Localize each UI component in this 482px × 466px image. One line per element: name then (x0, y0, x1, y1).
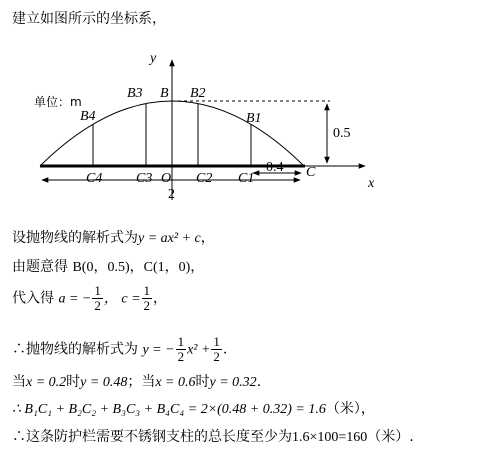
line4-y: y = − (142, 342, 175, 358)
line3-c: ， c = (103, 291, 141, 307)
x-axis-label: x (368, 176, 375, 191)
line4-text: ∴抛物线的解析式为 (12, 341, 138, 358)
line3-text: 代入得 (12, 290, 54, 307)
fraction-c (142, 284, 153, 313)
line5-y2: y = 0.32 (209, 375, 257, 390)
line2-text: 由题意得 (12, 259, 68, 275)
line5-end: . (256, 374, 262, 390)
label-c4: C4 (86, 171, 103, 186)
line4-end: . (222, 341, 228, 358)
label-c1: C1 (238, 171, 255, 186)
fraction-const-den: 2 (213, 349, 220, 364)
fraction-a-den: 2 (94, 298, 101, 313)
half-span-label: 2 (168, 187, 175, 202)
label-o: O (161, 171, 172, 186)
fraction-c-num: 1 (143, 283, 151, 298)
fraction-a (92, 284, 103, 313)
fraction-coef (176, 335, 187, 364)
line5-y1: y = 0.48 (80, 375, 128, 390)
line6-formula: ∴ B₁C₁ + B₂C₂ + B₃C₃ + B₄C₄ = 2×(0.48 + 0.32) = 1.6 (12, 402, 326, 417)
line1-end: ， (200, 230, 215, 246)
line5-x2: x = 0.6 (155, 375, 196, 390)
line4-x2: x² + (187, 342, 211, 358)
label-b: B (160, 86, 169, 101)
solution-line-1 (12, 229, 215, 248)
solution-line-7 (12, 428, 414, 447)
line7-text: ∴这条防护栏需要不锈钢支柱的总长度至少为 (12, 429, 292, 445)
line3-a: a = − (58, 291, 92, 307)
line5-b: 时 (66, 374, 81, 390)
label-b1: B1 (246, 111, 262, 126)
label-b4: B4 (80, 109, 96, 124)
solution-line-3: 代入得 a = − $\frac{1}{2}$ ， c = $\frac{1}{2}$ ， (12, 283, 168, 313)
fraction-coef-num: 1 (177, 334, 185, 349)
label-c: C (306, 165, 316, 180)
line5-d: 时 (195, 374, 210, 390)
solution-line-5 (12, 373, 261, 392)
line5-c: ；当 (127, 374, 156, 390)
label-c2: C2 (196, 171, 213, 186)
solution-line-2 (12, 258, 204, 277)
fraction-c-den: 2 (143, 298, 151, 313)
fraction-a-num: 1 (94, 283, 101, 298)
coordinate-diagram (0, 0, 482, 220)
y-axis-label: y (150, 51, 157, 66)
line1-formula: y = ax² + c (138, 231, 201, 246)
height-value-label: 0.5 (333, 126, 351, 141)
fraction-coef-den: 2 (177, 349, 185, 364)
intro-text: 建立如图所示的坐标系， (12, 11, 166, 27)
line7-unit: （米）. (367, 429, 414, 445)
line2-point-b: B(0，0.5)， (72, 260, 144, 275)
solution-line-4 (12, 335, 227, 364)
label-c3: C3 (136, 171, 153, 186)
line1-text: 设抛物线的解析式为 (12, 230, 138, 246)
segment-value-label: 0.4 (266, 160, 284, 175)
line2-point-c: C(1，0)， (143, 260, 205, 275)
unit-label: 单位：m (34, 95, 82, 109)
line6-unit: （米）， (325, 401, 375, 417)
line5-a: 当 (12, 374, 26, 390)
label-b3: B3 (127, 86, 143, 101)
fraction-const (211, 335, 222, 364)
label-b2: B2 (190, 86, 206, 101)
solution-line-6 (12, 400, 375, 419)
line7-calc: 1.6×100=160 (292, 430, 368, 445)
line5-x1: x = 0.2 (26, 375, 67, 390)
fraction-const-num: 1 (213, 334, 220, 349)
